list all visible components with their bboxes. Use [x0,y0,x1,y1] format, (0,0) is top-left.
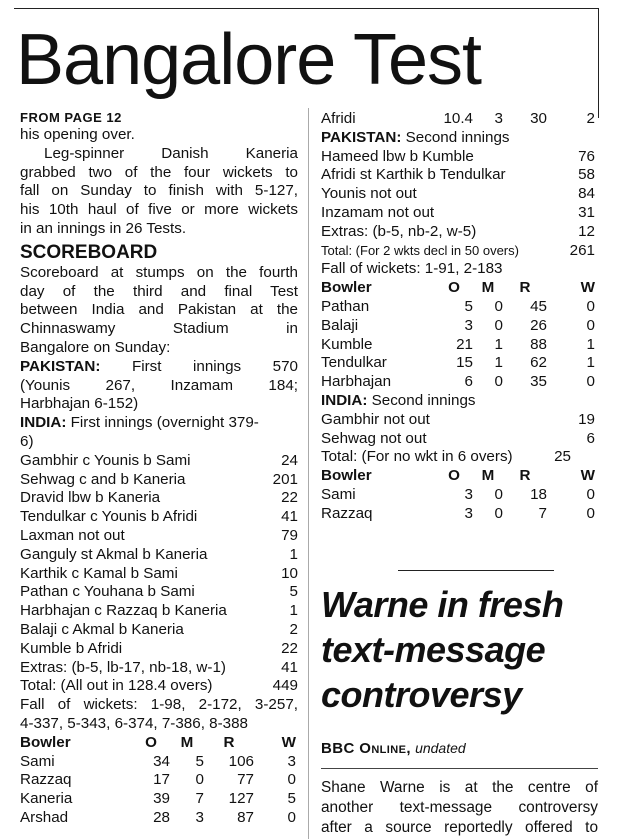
side-rule [598,8,599,118]
batsman-entry: Pathan c Youhana b Sami [20,583,195,601]
bowler-name: Afridi [321,110,356,127]
batting-row [20,489,298,508]
bowling-row [321,486,595,505]
page-headline: Bangalore Test [16,20,482,100]
overs: 5 [464,297,473,315]
maidens: 5 [195,752,204,770]
maidens: 0 [494,373,503,391]
bowling-row [321,110,595,129]
extras-entry: Extras: (b-5, nb-2, w-5) [321,222,477,240]
runs: 10 [281,564,298,582]
runs: 1 [289,545,298,563]
batsman-entry: Younis not out [321,185,417,203]
overs: 15 [456,354,473,372]
wickets: 0 [586,373,595,391]
runs: 88 [530,335,547,353]
wickets: 0 [586,297,595,315]
bowling-row [321,317,595,336]
runs: 79 [281,526,298,544]
scoreboard-intro-line: Chinnaswamy Stadium in [20,320,298,338]
byline-date: undated [415,740,466,756]
batting-row [20,621,298,640]
bowler-name: Kaneria [20,790,73,808]
story-separator [398,570,554,571]
wickets: 0 [586,504,595,522]
batsman-entry: Balaji c Akmal b Kaneria [20,620,184,638]
top-rule [14,8,598,9]
wickets: 2 [586,110,595,127]
intro-line: his opening over. [20,126,135,143]
bowling-row [20,771,298,790]
overs: 10.4 [443,110,473,127]
overs: 6 [464,373,473,391]
story-line: another text-message controversy [321,799,598,816]
col-header: R [519,467,531,485]
intro-line: Leg-spinner Danish Kaneria [44,144,298,162]
batting-row [20,546,298,565]
wickets: 1 [586,335,595,353]
story-headline-line: Warne in fresh [321,584,564,625]
batting-row [20,602,298,621]
batting-row [20,583,298,602]
bowler-name: Arshad [20,808,69,826]
maidens: 3 [494,110,503,127]
maidens: 0 [494,504,503,522]
innings-summary-line: Harbhajan 6-152) [20,395,139,413]
total-entry: Total: (All out in 128.4 overs) [20,677,213,695]
bowling-row [321,336,595,355]
bowling-header-row [321,279,595,298]
extras-entry: Extras: (b-5, lb-17, nb-18, w-1) [20,658,226,676]
maidens: 1 [494,354,503,372]
bowling-header-row [20,734,298,753]
fall-of-wickets-line: Fall of wickets: 1-91, 2-183 [321,260,503,278]
overs: 3 [464,504,473,522]
maidens: 0 [494,297,503,315]
runs: 261 [569,241,595,259]
col-header: M [481,467,495,485]
scoreboard-intro-line: day of the third and final Test [20,282,298,300]
story-headline-line: controversy [321,674,522,715]
runs: 18 [530,485,547,503]
fall-of-wickets-line: Fall of wickets: 1-98, 2-172, 3-257, [20,696,298,714]
runs: 76 [578,147,595,165]
batting-row [321,411,595,430]
batting-row [20,565,298,584]
runs: 26 [530,316,547,334]
runs: 5 [289,583,298,601]
bowler-name: Tendulkar [321,354,387,372]
batsman-entry: Harbhajan c Razzaq b Kaneria [20,602,227,620]
batting-row [321,204,595,223]
column-divider [308,108,309,839]
overs: 3 [464,316,473,334]
overs: 39 [153,790,170,808]
overs: 3 [464,485,473,503]
batsman-entry: Gambhir not out [321,410,430,428]
scoreboard-intro-line: Bangalore on Sunday: [20,338,171,356]
batting-row [20,452,298,471]
story-headline-line: text-message [321,629,546,670]
total-row [20,677,298,696]
byline-source: BBC Online, [321,740,411,757]
bowling-row [321,354,595,373]
extras-row [20,659,298,678]
runs: 22 [281,489,298,507]
innings-summary: First innings 570 [100,357,298,375]
from-page-label: FROM PAGE 12 [20,110,122,125]
bowler-name: Sami [321,485,356,503]
pakistan-bowling-table [20,734,298,828]
col-header: O [448,279,460,297]
bowler-name: Balaji [321,316,359,334]
scoreboard-heading: SCOREBOARD [20,241,158,263]
bowler-name: Razzaq [20,771,72,789]
bowler-name: Pathan [321,297,370,315]
wickets: 0 [586,485,595,503]
innings-summary: Second innings [367,391,476,409]
runs: 31 [578,203,595,221]
runs: 127 [228,790,254,808]
col-header: O [448,467,460,485]
bowling-row [321,505,595,524]
runs: 58 [578,166,595,184]
overs: 28 [153,808,170,826]
col-header: M [481,279,495,297]
byline-rule [321,768,598,769]
bowler-name: Sami [20,752,55,770]
runs: 22 [281,639,298,657]
batting-row [20,471,298,490]
batsman-entry: Dravid lbw b Kaneria [20,489,161,507]
runs: 19 [578,410,595,428]
left-column [20,110,298,828]
maidens: 7 [195,790,204,808]
runs: 201 [272,470,298,488]
maidens: 0 [494,485,503,503]
bowling-row [20,790,298,809]
batting-row [321,430,595,449]
bowling-row [20,753,298,772]
runs: 12 [578,222,595,240]
bowling-row [321,298,595,317]
col-header: R [519,279,531,297]
bowling-row [321,373,595,392]
col-header: R [223,733,235,751]
bowling-row [20,809,298,828]
batsman-entry: Laxman not out [20,526,125,544]
innings-summary: First innings (overnight 379- [66,414,259,432]
maidens: 3 [195,808,204,826]
intro-line: fall on Sunday to finish with 5-127, [20,182,298,200]
batting-row [321,148,595,167]
team-label: INDIA: [20,414,67,432]
batting-row [321,166,595,185]
runs: 106 [228,752,254,770]
runs: 6 [586,429,595,447]
india-bowling-table [321,279,595,392]
maidens: 0 [494,316,503,334]
bowler-name: Kumble [321,335,373,353]
col-header: Bowler [321,279,372,297]
runs: 449 [272,677,298,695]
intro-line: grabbed two of the four wickets to [20,163,298,181]
team-label: PAKISTAN: [20,357,101,375]
runs: 84 [578,185,595,203]
runs: 41 [281,508,298,526]
col-header: W [580,279,595,297]
scoreboard-intro-line: Scoreboard at stumps on the fourth [20,263,298,281]
batting-row [20,527,298,546]
right-column [321,110,595,524]
overs: 21 [456,335,473,353]
intro-line: his 10th haul of five or more wickets [20,201,298,219]
runs: 30 [530,110,547,127]
runs: 1 [289,602,298,620]
intro-line: in an innings in 26 Tests. [20,219,187,237]
batsman-entry: Karthik c Kamal b Sami [20,564,178,582]
innings-summary-line: 6) [20,432,34,450]
bowling-header-row [321,467,595,486]
wickets: 0 [287,771,296,789]
batting-row [321,185,595,204]
india-batting-list [20,452,298,696]
batsman-entry: Tendulkar c Younis b Afridi [20,508,198,526]
batsman-entry: Sehwag not out [321,429,427,447]
wickets: 0 [287,808,296,826]
pakistan-first-innings [20,358,298,377]
runs: 7 [538,504,547,522]
runs: 62 [530,354,547,372]
wickets: 1 [586,354,595,372]
col-header: W [580,467,595,485]
overs: 34 [153,752,170,770]
batsman-entry: Hameed lbw b Kumble [321,147,474,165]
col-header: Bowler [20,733,71,751]
innings-summary: Second innings [401,128,510,146]
maidens: 0 [195,771,204,789]
runs: 77 [237,771,254,789]
india-second-batting-list [321,411,595,467]
fall-of-wickets-line: 4-337, 5-343, 6-374, 7-386, 8-388 [20,714,248,732]
story-headline [321,582,606,717]
runs: 25 [554,448,571,466]
pakistan-bowling-table-2 [321,467,595,523]
wickets: 3 [287,752,296,770]
india-first-innings [20,414,298,433]
runs: 41 [281,658,298,676]
col-header: M [180,733,194,751]
total-entry: Total: (For 2 wkts decl in 50 overs) [321,242,519,258]
team-label: PAKISTAN: [321,128,402,146]
batsman-entry: Inzamam not out [321,203,435,221]
batsman-entry: Kumble b Afridi [20,639,123,657]
runs: 87 [237,808,254,826]
runs: 45 [530,297,547,315]
extras-row [321,223,595,242]
wickets: 5 [287,790,296,808]
runs: 24 [281,451,298,469]
batsman-entry: Sehwag c and b Kaneria [20,470,186,488]
pakistan-second-batting-list [321,148,595,261]
total-row [321,448,595,467]
india-second-innings [321,392,595,411]
runs: 35 [530,373,547,391]
story-line: after a source reportedly offered to [321,819,598,836]
innings-summary-line: (Younis 267, Inzamam 184; [20,376,298,394]
maidens: 1 [494,335,503,353]
pakistan-second-innings [321,129,595,148]
bowler-name: Razzaq [321,504,373,522]
team-label: INDIA: [321,391,368,409]
batsman-entry: Gambhir c Younis b Sami [20,451,191,469]
overs: 17 [153,771,170,789]
scoreboard-intro-line: between India and Pakistan at the [20,301,298,319]
col-header: Bowler [321,467,372,485]
story-line: Shane Warne is at the centre of [321,779,598,796]
batsman-entry: Ganguly st Akmal b Kaneria [20,545,208,563]
story-body [321,778,598,838]
col-header: W [281,733,296,751]
total-entry: Total: (For no wkt in 6 overs) [321,448,513,466]
wickets: 0 [586,316,595,334]
bowler-name: Harbhajan [321,373,392,391]
total-row [321,242,595,261]
batting-row [20,640,298,659]
byline [321,738,466,759]
runs: 2 [289,620,298,638]
batting-row [20,508,298,527]
batsman-entry: Afridi st Karthik b Tendulkar [321,166,506,184]
col-header: O [145,733,157,751]
